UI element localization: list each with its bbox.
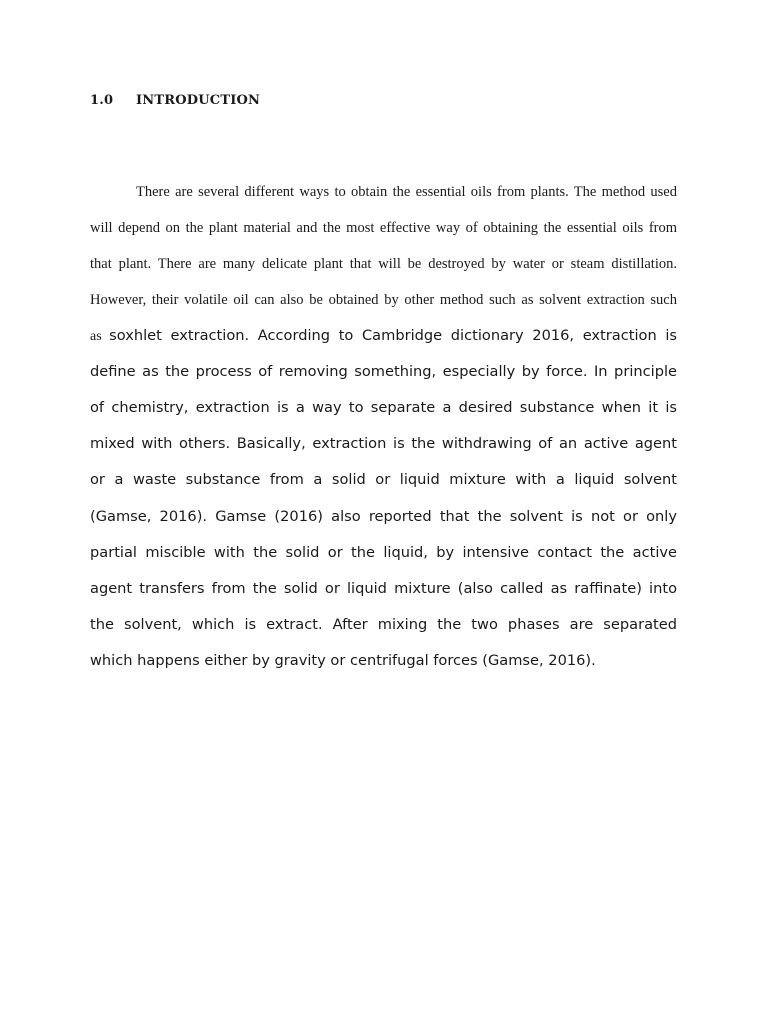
paragraph-line: that plant. There are many delicate plant that will be destroyed by water or steam distillation. [90, 256, 677, 272]
section-number: 1.0 [90, 93, 114, 108]
line-fragment-sans: soxhlet extraction. According to Cambridge dictionary 2016, extraction is [109, 327, 677, 344]
paragraph-line: (Gamse, 2016). Gamse (2016) also reported that the solvent is not or only [90, 508, 677, 525]
section-title: INTRODUCTION [136, 93, 261, 108]
paragraph-line: agent transfers from the solid or liquid mixture (also called as raffinate) into [90, 580, 677, 597]
paragraph-line: There are several different ways to obtain the essential oils from plants. The method used [136, 184, 677, 200]
paragraph-line: will depend on the plant material and the most effective way of obtaining the essential oils from [90, 220, 677, 236]
paragraph-line: define as the process of removing something, especially by force. In principle [90, 363, 677, 380]
paragraph-line: the solvent, which is extract. After mixing the two phases are separated [90, 616, 677, 633]
paragraph-line: which happens either by gravity or centrifugal forces (Gamse, 2016). [90, 652, 596, 669]
paragraph-line: partial miscible with the solid or the liquid, by intensive contact the active [90, 544, 677, 561]
section-heading [90, 93, 260, 108]
paragraph-line [90, 327, 677, 345]
line-fragment-serif: as [90, 329, 110, 344]
paragraph-line: of chemistry, extraction is a way to separate a desired substance when it is [90, 399, 677, 416]
paragraph-line: or a waste substance from a solid or liquid mixture with a liquid solvent [90, 471, 677, 488]
paragraph-line: However, their volatile oil can also be obtained by other method such as solvent extraction such [90, 292, 677, 308]
paragraph-line: mixed with others. Basically, extraction is the withdrawing of an active agent [90, 435, 677, 452]
